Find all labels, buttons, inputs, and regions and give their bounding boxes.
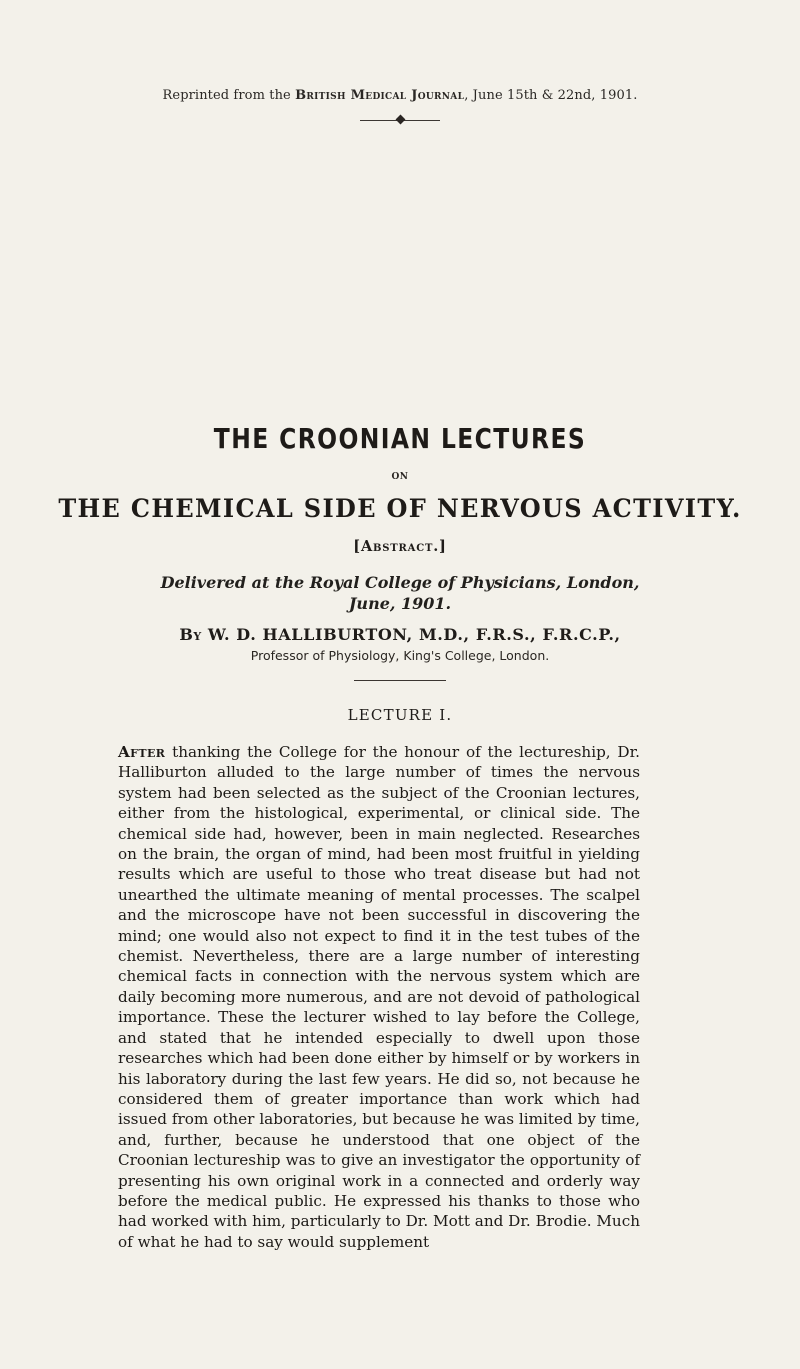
reprint-notice	[0, 88, 800, 103]
author-by: By	[179, 625, 202, 644]
author-line	[0, 625, 800, 644]
body-text: thanking the College for the honour of the lectureship, Dr. Halliburton alluded to the large number of times the nervous system had been selected as the subject of the Croonian lectures, either from the histological, experimental, or clinical side. The chemical side had, however, been in main neglected. Researches on the brain, the organ of mind, had been most fruitful in yielding results which are useful to those who treat disease but had not unearthed the ultimate meaning of mental processes. The scalpel and the microscope have not been successful in discovering the mind; one would also not expect to find it in the test tubes of the chemist. Nevertheless, there are a large number of interesting chemical facts in connection with the nervous system which are daily becoming more numerous, and are not devoid of pathological importance. These the lecturer wished to lay before the College, and stated that he intended especially to dwell upon those researches which had been done either by himself or by workers in his laboratory during the last few years. He did so, not because he considered them of greater importance than work which had issued from other laboratories, but because he was limited by time, and, further, because he understood that one object of the Croonian lectureship was to give an investigator the opportunity of presenting his own original work in a connected and orderly way before the medical public. He expressed his thanks to those who had worked with him, particularly to Dr. Mott and Dr. Brodie. Much of what he had to say would supplement	[118, 743, 640, 1251]
lead-word: After	[118, 743, 166, 761]
delivery-line-1: Delivered at the Royal College of Physicians, London,	[160, 573, 640, 592]
ornament-rule-icon	[360, 114, 440, 126]
abstract-label: [Abstract.]	[353, 538, 447, 555]
section-divider	[354, 680, 446, 681]
reprint-dates: , June 15th & 22nd, 1901.	[464, 88, 638, 103]
delivery-info	[0, 572, 800, 614]
diamond-icon	[395, 115, 405, 125]
subject-title: THE CHEMICAL SIDE OF NERVOUS ACTIVITY.	[58, 494, 742, 523]
reprint-prefix: Reprinted from the	[162, 88, 291, 103]
lecture-series-title: THE CROONIAN LECTURES	[213, 422, 587, 455]
title-connector: ON	[391, 472, 409, 482]
lecture-body	[118, 742, 640, 1252]
journal-name: British Medical Journal	[295, 88, 465, 103]
author-position: Professor of Physiology, King's College, London.	[250, 648, 550, 663]
lecture-heading: LECTURE I.	[347, 706, 453, 724]
author-name: W. D. HALLIBURTON, M.D., F.R.S., F.R.C.P.,	[207, 625, 621, 644]
delivery-line-2: June, 1901.	[348, 594, 452, 613]
body-paragraph	[118, 742, 640, 1252]
